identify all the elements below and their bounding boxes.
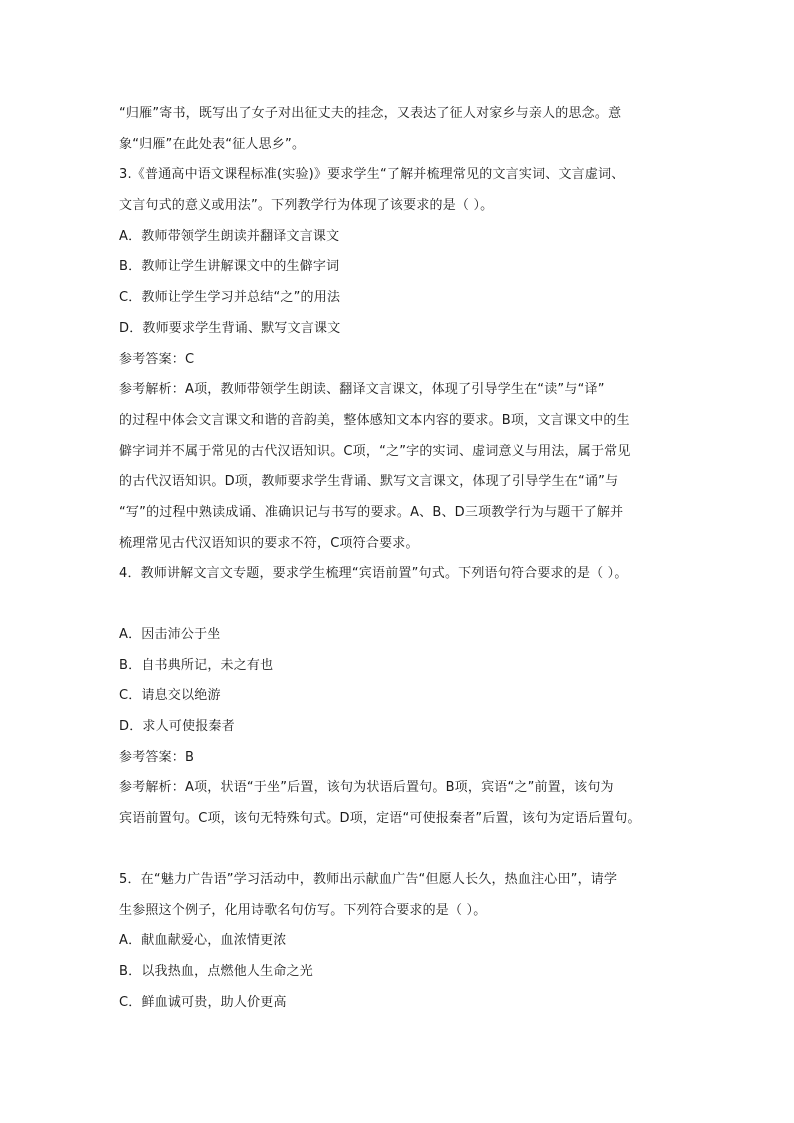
option-b: B．自书典所记，未之有也	[119, 657, 274, 673]
analysis-line: 梳理常见古代汉语知识的要求不符，C项符合要求。	[119, 535, 419, 551]
question-stem: 5．在“魅力广告语”学习活动中，教师出示献血广告“但愿人长久，热血注心田”，请学	[119, 871, 618, 887]
analysis-line: “写”的过程中熟读成诵、准确识记与书写的要求。A、B、D三项教学行为与题干了解并	[119, 504, 624, 520]
question-stem: 3.《普通高中语文课程标准(实验)》要求学生“了解并梳理常见的文言实词、文言虚词、	[119, 167, 625, 183]
question-4	[119, 559, 689, 835]
analysis-line: 僻字词并不属于常见的古代汉语知识。C项，“之”字的实词、虚词意义与用法，属于常见	[119, 443, 631, 459]
intro-paragraph	[119, 99, 689, 160]
option-b: B．以我热血，点燃他人生命之光	[119, 963, 313, 979]
analysis-line: 的过程中体会文言课文和谐的音韵美，整体感知文本内容的要求。B项，文言课文中的生	[119, 412, 630, 428]
text-line: “归雁”寄书，既写出了女子对出征丈夫的挂念，又表达了征人对家乡与亲人的思念。意	[119, 106, 622, 121]
document-content	[119, 99, 689, 1018]
blank-gap	[119, 835, 689, 865]
answer: 参考答案：B	[119, 749, 195, 765]
question-5	[119, 865, 689, 1018]
question-stem: 生参照这个例子，化用诗歌名句仿写。下列符合要求的是（ ）。	[119, 902, 487, 918]
option-d: D．求人可使报秦者	[119, 719, 235, 735]
answer: 参考答案：C	[119, 351, 195, 367]
analysis-line: 宾语前置句。C项，该句无特殊句式。D项，定语“可使报秦者”后置，该句为定语后置句。	[119, 811, 641, 827]
question-stem: 4．教师讲解文言文专题，要求学生梳理“宾语前置”句式。下列语句符合要求的是（ ）。	[119, 566, 628, 582]
option-c: C．请息交以绝游	[119, 688, 221, 704]
blank-gap	[119, 590, 689, 620]
analysis-line: 参考解析：A项，教师带领学生朗读、翻译文言课文，体现了引导学生在“读”与“译”	[119, 382, 605, 398]
option-b: B．教师让学生讲解课文中的生僻字词	[119, 259, 340, 275]
option-d: D．教师要求学生背诵、默写文言课文	[119, 320, 341, 336]
option-c: C．鲜血诚可贵，助人价更高	[119, 994, 287, 1010]
option-a: A．因击沛公于坐	[119, 627, 221, 642]
analysis-line: 的古代汉语知识。D项，教师要求学生背诵、默写文言课文，体现了引导学生在“诵”与	[119, 474, 619, 490]
question-stem: 文言句式的意义或用法”。下列教学行为体现了该要求的是（ ）。	[119, 198, 494, 214]
analysis-line: 参考解析：A项，状语“于坐”后置，该句为状语后置句。B项，宾语“之”前置，该句为	[119, 780, 614, 796]
text-line: 象“归雁”在此处表“征人思乡”。	[119, 136, 306, 152]
option-a: A．教师带领学生朗读并翻译文言课文	[119, 228, 340, 244]
option-a: A．献血献爱心，血浓情更浓	[119, 933, 287, 949]
option-c: C．教师让学生学习并总结“之”的用法	[119, 290, 341, 306]
question-3	[119, 160, 689, 559]
